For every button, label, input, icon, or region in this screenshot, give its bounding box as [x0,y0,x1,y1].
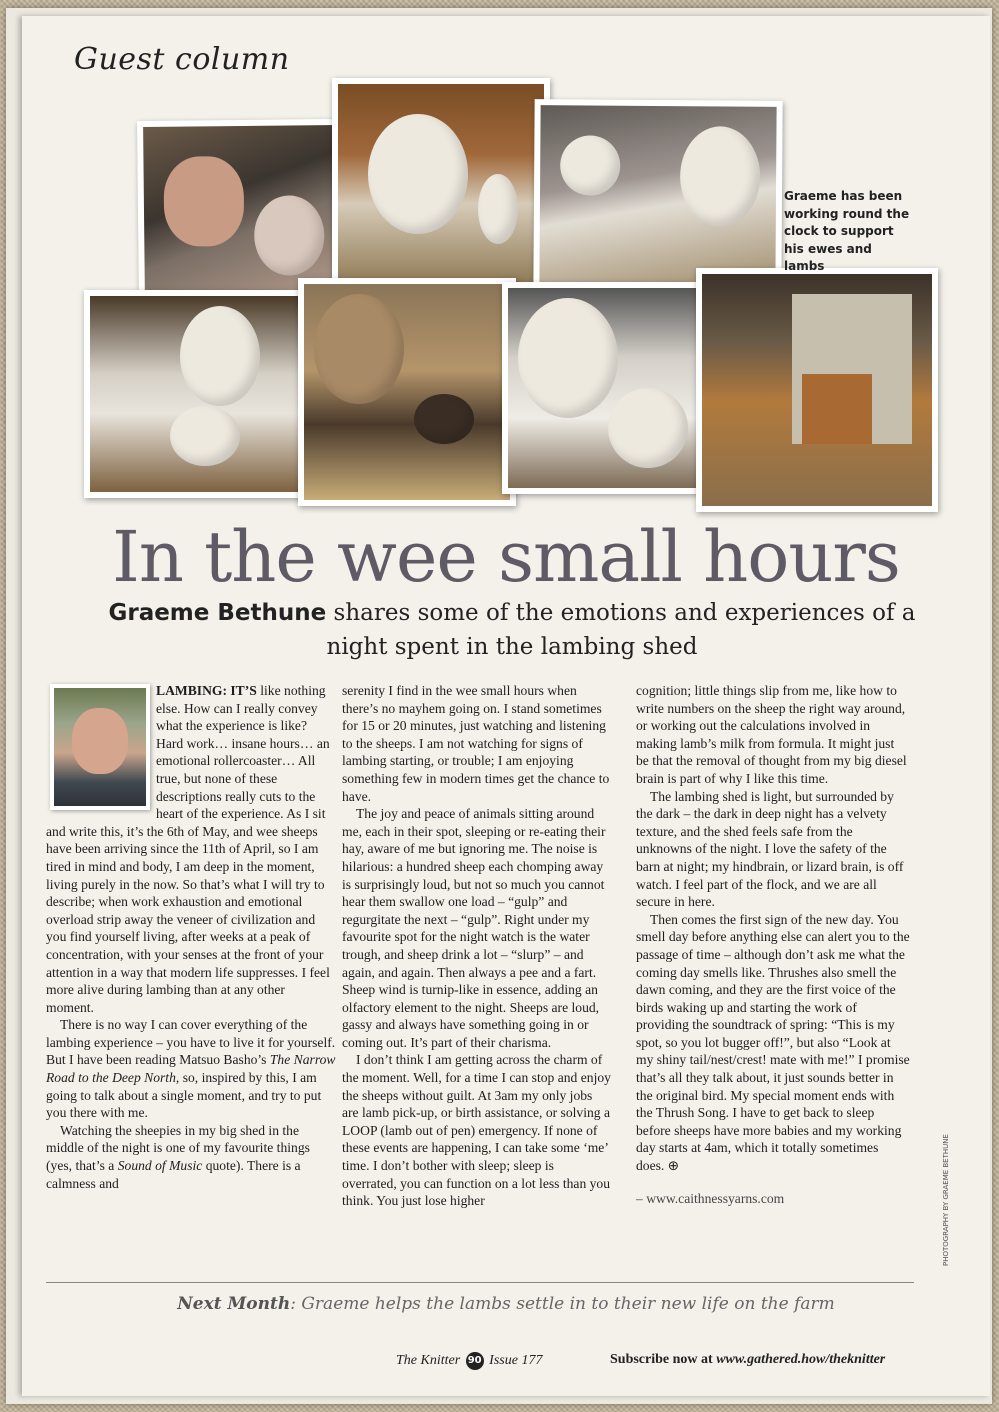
article-column-2 [342,682,612,1210]
photo-ewe-and-lamb-pen [332,78,550,290]
standfirst [82,596,942,664]
end-mark-icon: ⊕ [667,1158,680,1175]
photo-sheep-behind-gate [533,99,782,293]
magazine-page [22,16,990,1396]
film-title: Sound of Music [117,1158,203,1174]
divider [46,1282,914,1283]
article-column-1 [46,682,336,1192]
article-paragraph: Watching the sheepies in my big shed in the middle of the night is one of my favourite things (yes, that’s a Sound of Music quote). There is a calmness and [46,1122,310,1191]
article-paragraph: serenity I find in the wee small hours when there’s no mayhem going on. I stand sometimes for 15 or 20 minutes, just watching and listening to the sheeps. I am not watching for signs of lambing starting, or trouble; I am enjoying something few in modern times get the chance to have. [342,683,610,804]
photo-ewe-and-lamb-closeup [502,282,708,494]
next-month-teaser [22,1294,990,1314]
article-paragraph: The joy and peace of animals sitting around me, each in their spot, sleeping or re-eating their hay, aware of me but ignoring me. The noise is hilarious: a hundred sheep each chomping away is surprisingly loud, but not so much you cannot hear them swallow one load – “gulp” and regurgitate the next – “gulp”. Right under my favourite spot for the night watch is the water trough, and sheep drink a lot – “slurp” – and again, and again. Then always a pee and a fart. Sheep wind is turnip-like in essence, adding an olfactory element to the night. Sheeps are loud, gassy and always have something going in or coming out. It’s part of their charisma. [342,806,606,1050]
article-paragraph: I don’t think I am getting across the charm of the moment. Well, for a time I can stop and enjoy the sheeps without guilt. At 3am my only jobs are lamb pick-up, or birth assistance, or solving a LOOP (lamb out of pen) emergency. If none of these events are happening, I can take some ‘me’ time. I don’t bother with sleep; sleep is overrated, you can function on a lot less than you think. You just lose higher [342,1052,611,1209]
footer-issue [396,1352,542,1370]
magazine-name: The Knitter [396,1353,461,1369]
book-title: The Narrow Road to the Deep North [46,1052,336,1086]
subscribe-label: Subscribe now at [610,1352,717,1367]
photo-barn-doorway [696,268,938,512]
subscribe-url[interactable]: www.gathered.how/theknitter [716,1352,886,1367]
next-month-text: : Graeme helps the lambs settle in to their new life on the farm [290,1294,835,1314]
photo-credit: PHOTOGRAPHY BY GRAEME BETHUNE [942,1134,950,1266]
article-paragraph: There is no way I can cover everything of the lambing experience – you have to live it for yourself. But I have been reading Matsuo Basho’s The Narrow Road to the Deep North, so, inspired by this, I am going to talk about a single moment, and try to put you there with me. [46,1017,336,1121]
article-paragraph: cognition; little things slip from me, like how to write numbers on the sheep the right way around, or working out the calculations involved in making lamb’s milk from formula. It might just be that the removal of thought from my big diesel brain is part of why I like this time. [636,683,907,786]
article-paragraph: The lambing shed is light, but surrounded by the dark – the dark in deep night has a velvety texture, and the shed feels safe from the unknowns of the night. I love the safety of the barn at night; my hindbrain, or lizard brain, is off watch. I feel part of the flock, and we are all secure in here. [636,788,904,910]
headline: In the wee small hours [112,516,900,598]
photo-graeme-with-lamb [137,119,345,303]
section-label: Guest column [74,42,290,77]
page-number: 90 [466,1352,484,1370]
next-month-label: Next Month [177,1294,291,1314]
issue-number: Issue 177 [489,1353,543,1369]
article-column-3 [636,682,910,1207]
footer-subscribe [610,1352,885,1368]
photo-horned-ewe-on-hay [298,278,516,506]
article-paragraph: LAMBING: IT’S like nothing else. How can I really convey what the experience is like? Hard work… insane hours… an emotional rollercoaster… All true, but none of these descriptions really cuts to the heart of the experience. As I sit and write this, it’s the 6th of May, and wee sheeps have been arriving since the 11th of April, so I am tired in mind and body, I am deep in the moment, living purely in the now. So that’s what I will try to describe; when work exhaustion and emotional overload strip away the veneer of civilization and you find yourself living, after weeks at a peak of concentration, with your senses at the front of your attention in a way that modern life suppresses. I feel more alive during lambing than at any other moment. [46,683,330,1015]
website-link[interactable]: – www.caithnessyarns.com [636,1190,785,1206]
article-paragraph: Then comes the first sign of the new day. You smell day before anything else can alert you to the passage of time – although don’t ask me what the coming day smells like. Thrushes also smell the dawn coming, and they are the first voice of the birds waking up and starting the work of providing the soundtrack of spring: “This is my spot, so you lot bugger off!”, but also “Look at my shiny tail/nest/crest! mate with me!” I promise that’s all they talk about, it just sounds better in the original bird. My special moment ends with the Thrush Song. I have to get back to sleep before sheeps have more babies and my working day starts at 4am, which it totally sometimes does. ⊕ [636,911,910,1175]
standfirst-text: shares some of the emotions and experiences of a night spent in the lambing shed [326,600,916,660]
lead-in: LAMBING: IT’S [156,683,257,698]
photo-caption: Graeme has been working round the clock to support his ewes and lambs [784,189,910,273]
photo-ewe-licking-lamb [84,290,308,498]
standfirst-author: Graeme Bethune [108,600,327,626]
